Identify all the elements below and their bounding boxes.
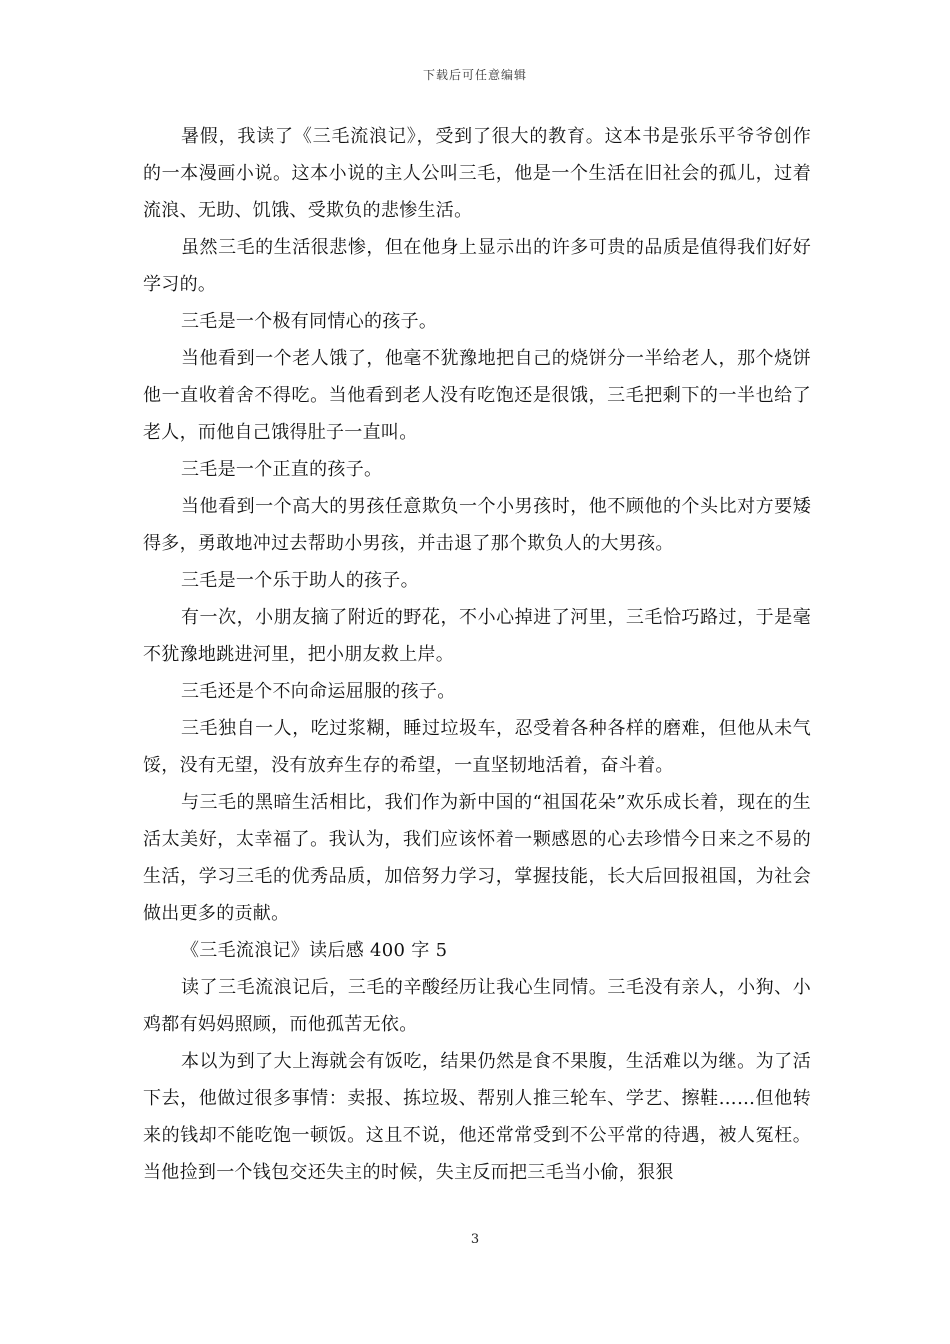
page-number: 3: [470, 1232, 480, 1247]
paragraph: 与三毛的黑暗生活相比，我们作为新中国的“祖国花朵”欢乐成长着，现在的生活太美好，太幸福了。我认为，我们应该怀着一颗感恩的心去珍惜今日来之不易的生活，学习三毛的优秀品质，加倍努力学习，掌握技能，长大后回报祖国，为社会做出更多的贡献。: [143, 792, 811, 924]
paragraph: 暑假，我读了《三毛流浪记》，受到了很大的教育。这本书是张乐平爷爷创作的一本漫画小说。这本小说的主人公叫三毛，他是一个生活在旧社会的孤儿，过着流浪、无助、饥饿、受欺负的悲惨生活。: [143, 126, 811, 221]
paragraph: 三毛是一个乐于助人的孩子。: [181, 570, 419, 591]
paragraph: 当他看到一个老人饿了，他毫不犹豫地把自己的烧饼分一半给老人，那个烧饼他一直收着舍不得吃。当他看到老人没有吃饱还是很饿，三毛把剩下的一半也给了老人，而他自己饿得肚子一直叫。: [143, 348, 811, 443]
section-heading: 《三毛流浪记》读后感 400 字 5: [181, 940, 448, 961]
header-note: 下载后可任意编辑: [422, 68, 527, 82]
paragraph: 三毛独自一人，吃过浆糊，睡过垃圾车，忍受着各种各样的磨难，但他从未气馁，没有无望，没有放弃生存的希望，一直坚韧地活着，奋斗着。: [143, 718, 811, 776]
paragraph: 三毛是一个正直的孩子。: [181, 459, 383, 480]
paragraph: 当他看到一个高大的男孩任意欺负一个小男孩时，他不顾他的个头比对方要矮得多，勇敢地冲过去帮助小男孩，并击退了那个欺负人的大男孩。: [143, 496, 811, 554]
paragraph: 三毛还是个不向命运屈服的孩子。: [181, 681, 456, 702]
paragraph: 读了三毛流浪记后，三毛的辛酸经历让我心生同情。三毛没有亲人，小狗、小鸡都有妈妈照顾，而他孤苦无依。: [143, 977, 811, 1035]
paragraph: 本以为到了大上海就会有饭吃，结果仍然是食不果腹，生活难以为继。为了活下去，他做过很多事情：卖报、拣垃圾、帮别人推三轮车、学艺、擦鞋……但他转来的钱却不能吃饱一顿饭。这且不说，他还常常受到不公平常的待遇，被人冤枉。当他捡到一个钱包交还失主的时候，失主反而把三毛当小偷，狠狠: [143, 1051, 811, 1183]
paragraph: 虽然三毛的生活很悲惨，但在他身上显示出的许多可贵的品质是值得我们好好学习的。: [143, 237, 811, 295]
paragraph: 有一次，小朋友摘了附近的野花，不小心掉进了河里，三毛恰巧路过，于是毫不犹豫地跳进河里，把小朋友救上岸。: [143, 607, 811, 665]
body-text: [143, 118, 811, 1191]
paragraph: 三毛是一个极有同情心的孩子。: [181, 311, 438, 332]
